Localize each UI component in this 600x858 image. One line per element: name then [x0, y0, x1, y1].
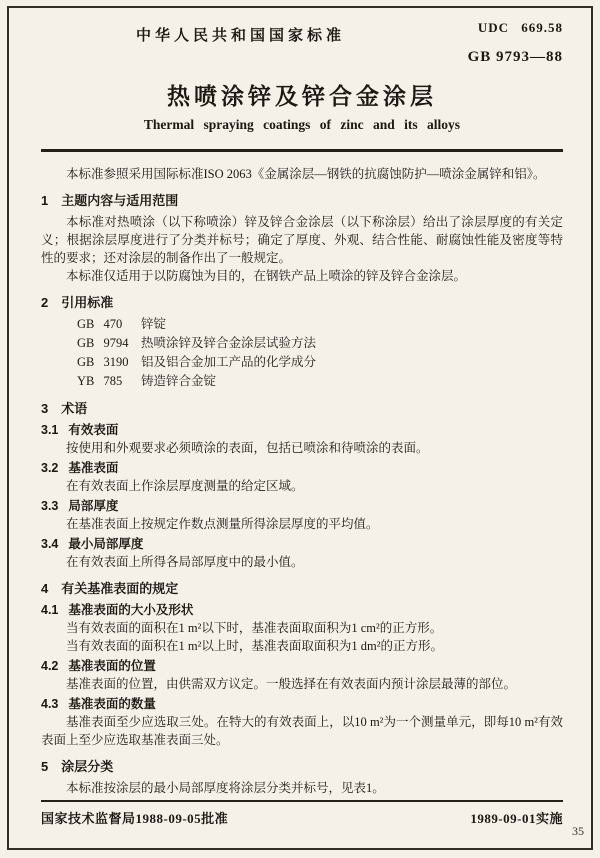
header-right-block: [468, 20, 563, 66]
clause-heading: [41, 601, 563, 619]
clause-body: 基准表面至少应选取三处。在特大的有效表面上，以10 m²为一个测量单元，即每10 m²有效表面上至少应选取基准表面三处。: [41, 715, 563, 747]
term-body: 在有效表面上作涂层厚度测量的给定区域。: [66, 479, 304, 493]
section-1-heading: [41, 192, 563, 210]
clause-number: 3.3: [41, 499, 59, 513]
reference-list: [77, 315, 563, 391]
clause-title: 基准表面的位置: [68, 659, 156, 673]
reference-name: 热喷涂锌及锌合金涂层试验方法: [141, 336, 317, 350]
term-heading: [41, 459, 563, 477]
section-5: [41, 758, 563, 797]
section-number: 2: [41, 295, 49, 310]
section-3: [41, 400, 563, 571]
section-3-heading: [41, 400, 563, 418]
reference-name: 铝及铝合金加工产品的化学成分: [141, 355, 317, 369]
approval-text: 国家技术监督局1988-09-05批准: [41, 811, 229, 826]
clause-body: 当有效表面的面积在1 m²以下时，基准表面取面积为1 cm²的正方形。: [66, 621, 443, 635]
clause-number: 4.3: [41, 697, 59, 711]
section-2-heading: [41, 294, 563, 312]
clause: [41, 601, 563, 655]
section-title: 有关基准表面的规定: [61, 581, 179, 596]
reference-item: [77, 334, 563, 353]
term-title: 有效表面: [68, 423, 119, 437]
clause-number: 4.2: [41, 659, 59, 673]
section-title: 涂层分类: [61, 759, 114, 774]
section-number: 1: [41, 193, 49, 208]
section-number: 4: [41, 581, 49, 596]
term-heading: [41, 421, 563, 439]
reference-code: GB 3190: [77, 355, 129, 369]
reference-name: 锌锭: [141, 317, 167, 331]
term-definition: [41, 421, 563, 457]
clause-title: 基准表面的大小及形状: [68, 603, 194, 617]
header: [41, 20, 563, 66]
section-title: 引用标准: [61, 295, 114, 310]
page-number: 35: [572, 824, 584, 838]
term-title: 基准表面: [68, 461, 119, 475]
term-heading: [41, 497, 563, 515]
term-body: 按使用和外观要求必须喷涂的表面，包括已喷涂和待喷涂的表面。: [66, 441, 429, 455]
clause-title: 基准表面的数量: [68, 697, 156, 711]
reference-name: 铸造锌合金锭: [141, 374, 217, 388]
section-number: 3: [41, 401, 49, 416]
term-body: 在基准表面上按规定作数点测量所得涂层厚度的平均值。: [66, 517, 379, 531]
reference-code: GB 470: [77, 317, 123, 331]
paragraph: 本标准对热喷涂（以下称喷涂）锌及锌合金涂层（以下称涂层）给出了涂层厚度的有关定义；根据涂层厚度进行了分类并标号；确定了厚度、外观、结合性能、耐腐蚀性能及密度等特性的要求；还对涂层的制备作出了一般规定。: [41, 215, 563, 265]
term-definition: [41, 497, 563, 533]
term-title: 最小局部厚度: [68, 537, 144, 551]
document-title-english: Thermal spraying coatings of zinc and its alloys: [143, 117, 461, 132]
section-5-heading: [41, 758, 563, 776]
standard-code: GB 9793—88: [467, 49, 563, 65]
section-4: [41, 580, 563, 749]
section-title: 术语: [61, 401, 88, 416]
term-heading: [41, 535, 563, 553]
clause-number: 3.2: [41, 461, 59, 475]
term-definition: [41, 459, 563, 495]
reference-item: [77, 353, 563, 372]
paragraph: 本标准仅适用于以防腐蚀为目的，在钢铁产品上喷涂的锌及锌合金涂层。: [66, 269, 467, 283]
clause: [41, 657, 563, 693]
clause-heading: [41, 695, 563, 713]
document-title: 热喷涂锌及锌合金涂层: [167, 83, 437, 109]
footer: [41, 800, 563, 827]
standard-type-label: 中华人民共和国国家标准: [136, 28, 346, 44]
document-page: [41, 20, 563, 797]
clause-heading: [41, 657, 563, 675]
header-rule: [41, 149, 563, 152]
reference-item: [77, 315, 563, 334]
term-body: 在有效表面上所得各局部厚度中的最小值。: [66, 555, 304, 569]
reference-code: GB 9794: [77, 336, 129, 350]
section-1: [41, 192, 563, 285]
clause: [41, 695, 563, 749]
paragraph: 本标准按涂层的最小局部厚度将涂层分类并标号，见表1。: [66, 781, 385, 795]
reference-code: YB 785: [77, 374, 123, 388]
implementation-text: 1989-09-01实施: [470, 811, 563, 826]
udc-number: UDC 669.58: [477, 20, 563, 35]
intro-paragraph: 本标准参照采用国际标准ISO 2063《金属涂层—钢铁的抗腐蚀防护—喷涂金属锌和铝》。: [66, 167, 546, 181]
clause-body: 基准表面的位置，由供需双方议定。一般选择在有效表面内预计涂层最薄的部位。: [66, 677, 517, 691]
section-number: 5: [41, 759, 49, 774]
clause-number: 3.4: [41, 537, 59, 551]
section-title: 主题内容与适用范围: [61, 193, 179, 208]
section-4-heading: [41, 580, 563, 598]
clause-number: 4.1: [41, 603, 59, 617]
term-definition: [41, 535, 563, 571]
clause-number: 3.1: [41, 423, 59, 437]
term-title: 局部厚度: [68, 499, 119, 513]
clause-body: 当有效表面的面积在1 m²以上时，基准表面取面积为1 dm²的正方形。: [66, 639, 443, 653]
section-2: [41, 294, 563, 391]
reference-item: [77, 372, 563, 391]
